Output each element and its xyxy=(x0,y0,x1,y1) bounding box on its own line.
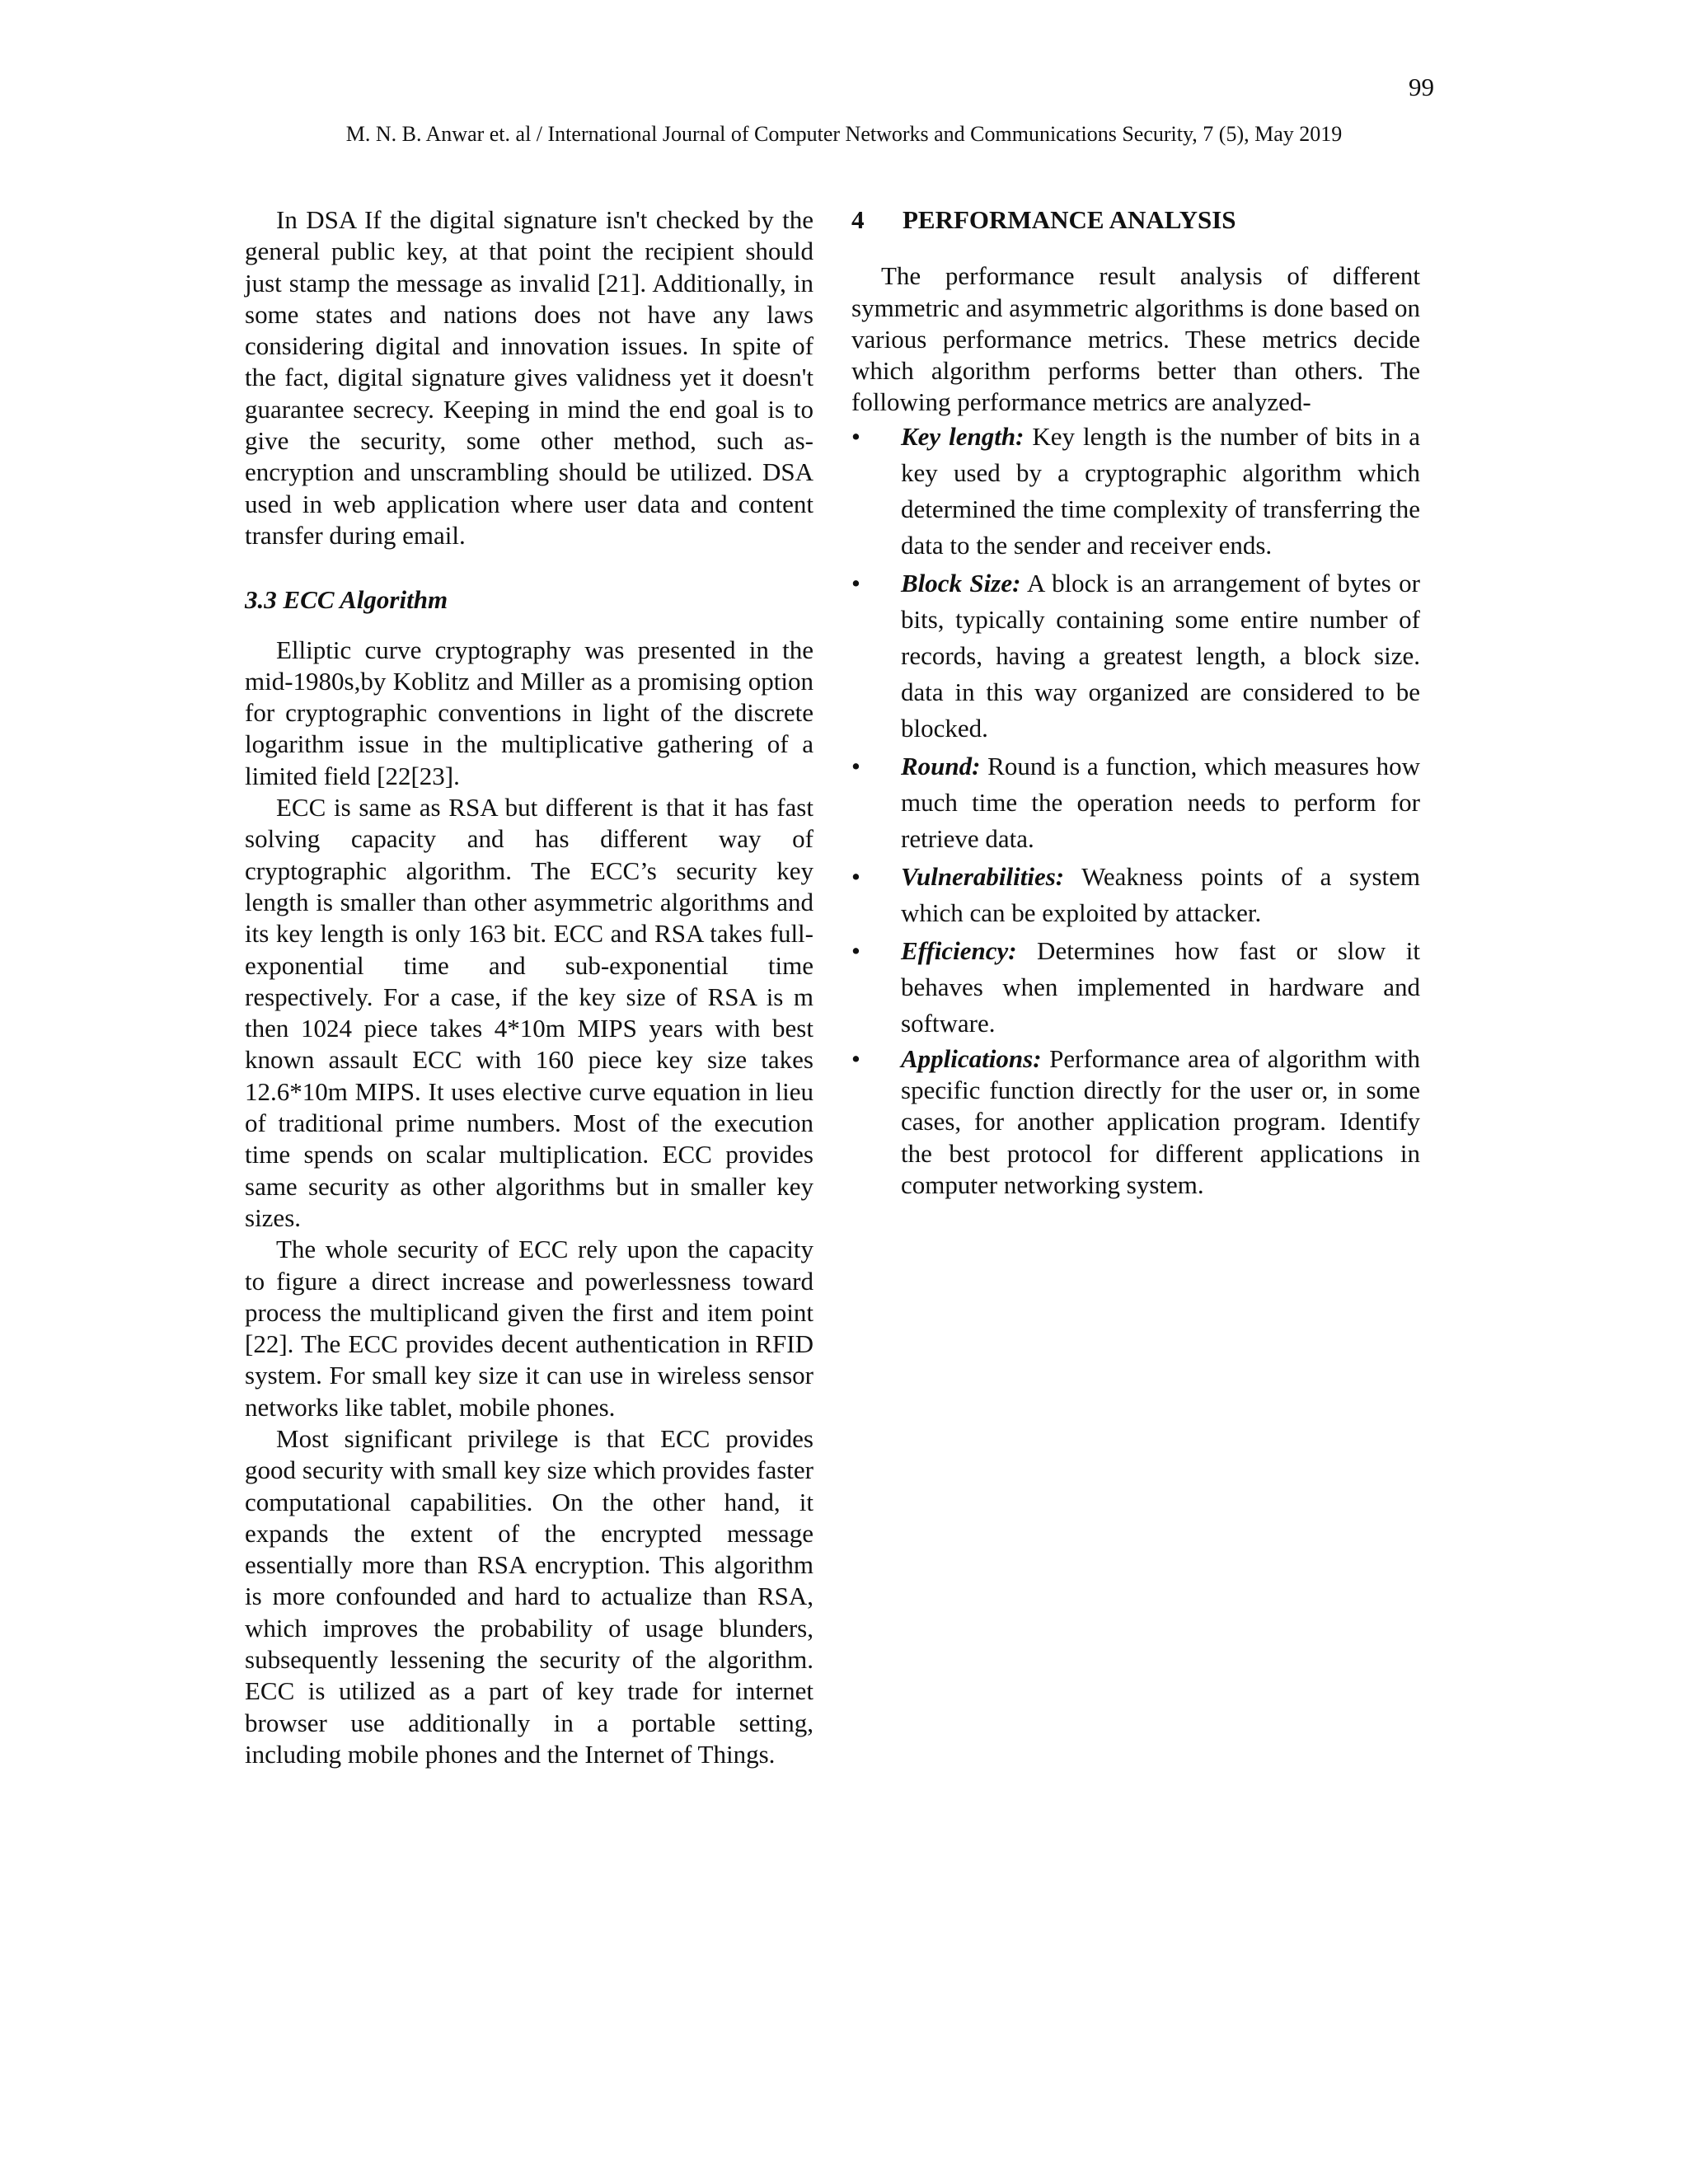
bullet-icon: • xyxy=(851,751,860,780)
list-item xyxy=(851,419,1420,564)
list-item xyxy=(851,933,1420,1042)
bullet-icon: • xyxy=(851,1043,860,1073)
metric-text: Determines how fast or slow it behaves when implemented in hardware and software. xyxy=(901,935,1420,1038)
dsa-paragraph: In DSA If the digital signature isn't checked by the general public key, at that point the recipient should just stamp the message as invalid [21]. Additionally, in some states and nations does not have any laws considering digital and innovation issues. In spite of the fact, digital signature gives validness yet it doesn't guarantee secrecy. Keeping in mind the end goal is to give the security, some other method, such as- encryption and unscrambling should be utilized. DSA used in web application where user data and content transfer during email. xyxy=(245,205,814,550)
list-item xyxy=(851,859,1420,931)
bullet-icon: • xyxy=(851,861,860,891)
list-item xyxy=(851,1043,1420,1201)
ecc-paragraph: The whole security of ECC rely upon the capacity to figure a direct increase and powerlessness toward process the multiplicand given the first and item point [22]. The ECC provides decent authentication in RFID system. For small key size it can use in wireless sensor networks like tablet, mobile phones. xyxy=(245,1235,814,1422)
ecc-paragraph: Elliptic curve cryptography was presented in the mid-1980s,by Koblitz and Miller as a promising option for cryptographic conventions in light of the discrete logarithm issue in the multiplicative gathering of a limited field [22[23]. xyxy=(245,635,814,790)
metric-text: Round is a function, which measures how much time the operation needs to perform for retrieve data. xyxy=(901,751,1420,853)
bullet-icon: • xyxy=(851,568,860,598)
bullet-icon: • xyxy=(851,421,860,451)
section-title: PERFORMANCE ANALYSIS xyxy=(903,205,1236,234)
metric-term: Efficiency: xyxy=(901,935,1017,965)
metric-text: Weakness points of a system which can be exploited by attacker. xyxy=(901,861,1420,927)
metrics-list xyxy=(851,419,1420,1201)
metric-term: Applications: xyxy=(901,1043,1042,1073)
left-column xyxy=(245,204,814,1770)
running-header: M. N. B. Anwar et. al / International Journal of Computer Networks and Communications Security, 7 (5), May 2019 xyxy=(345,122,1343,146)
ecc-paragraph: Most significant privilege is that ECC provides good security with small key size which provides faster computational capabilities. On the other hand, it expands the extent of the encrypted message essentially more than RSA encryption. This algorithm is more confounded and hard to actualize than RSA, which improves the probability of usage blunders, subsequently lessening the security of the algorithm. ECC is utilized as a part of key trade for internet browser use additionally in a portable setting, including mobile phones and the Internet of Things. xyxy=(245,1423,814,1769)
page-number: 99 xyxy=(1409,73,1434,101)
subsection-title: 3.3 ECC Algorithm xyxy=(245,585,448,615)
section-heading xyxy=(851,204,1420,236)
list-item xyxy=(851,565,1420,747)
intro-paragraph: The performance result analysis of different symmetric and asymmetric algorithms is done based on various performance metrics. These metrics decide which algorithm performs better than others. The following performance metrics are analyzed- xyxy=(851,261,1420,417)
list-item xyxy=(851,748,1420,857)
metric-text: A block is an arrangement of bytes or bits, typically containing some entire number of records, having a greatest length, a block size. data in this way organized are considered to be blocked. xyxy=(901,568,1420,743)
section-number: 4 xyxy=(851,205,865,234)
metric-term: Block Size: xyxy=(901,568,1021,598)
metric-term: Vulnerabilities: xyxy=(901,861,1065,891)
bullet-icon: • xyxy=(851,935,860,965)
right-column xyxy=(851,204,1420,1201)
ecc-paragraph: ECC is same as RSA but different is that it has fast solving capacity and has different way of cryptographic algorithm. The ECC’s security key length is smaller than other asymmetric algorithms and its key length is only 163 bit. ECC and RSA takes full-exponential time and sub-exponential time respectively. For a case, if the key size of RSA is m then 1024 piece takes 4*10m MIPS years with best known assault ECC with 160 piece key size takes 12.6*10m MIPS. It uses elective curve equation in lieu of traditional prime numbers. Most of the execution time spends on scalar multiplication. ECC provides same security as other algorithms but in smaller key sizes. xyxy=(245,793,814,1232)
metric-text: Performance area of algorithm with specific function directly for the user or, in some cases, for another application program. Identify the best protocol for different applications in computer networking system. xyxy=(901,1043,1420,1199)
metric-text: Key length is the number of bits in a key used by a cryptographic algorithm which determined the time complexity of transferring the data to the sender and receiver ends. xyxy=(901,421,1420,560)
metric-term: Round: xyxy=(901,751,981,780)
metric-term: Key length: xyxy=(901,421,1025,451)
